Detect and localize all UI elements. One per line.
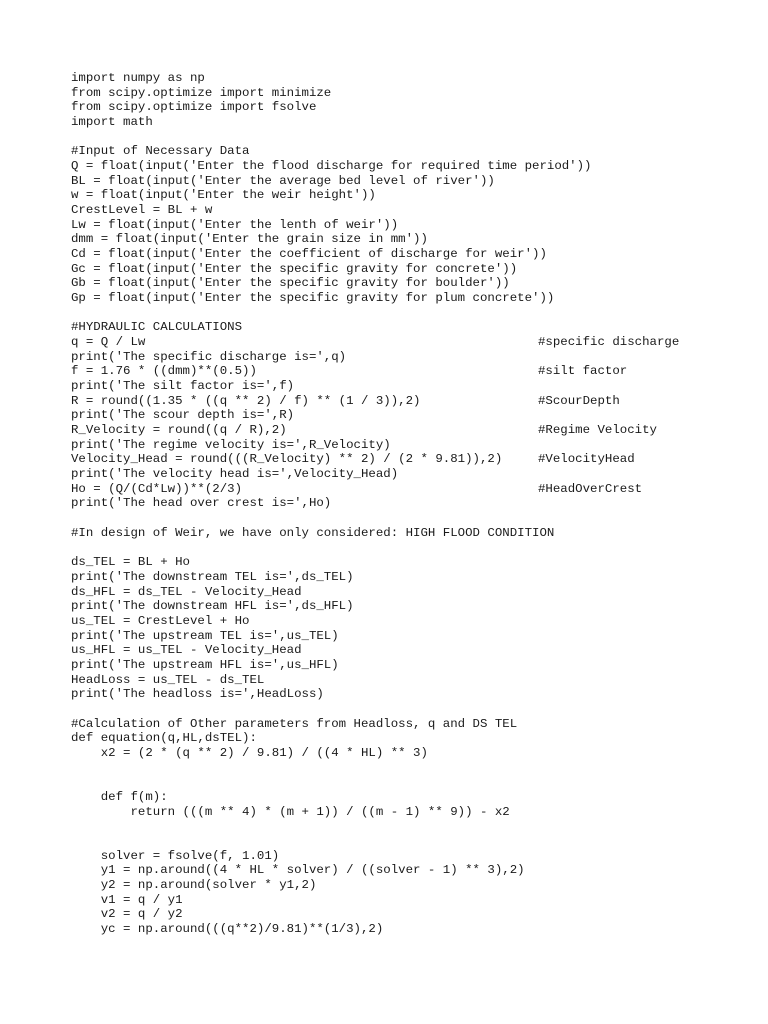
code-line <box>71 878 751 893</box>
code-line <box>71 159 751 174</box>
code-line <box>71 379 751 394</box>
code-line <box>71 629 751 644</box>
code-line <box>71 100 751 115</box>
code-line <box>71 570 751 585</box>
code-text: #HYDRAULIC CALCULATIONS <box>71 320 243 335</box>
code-text: print('The scour depth is=',R) <box>71 408 295 423</box>
code-text: import math <box>71 115 153 130</box>
code-text: BL = float(input('Enter the average bed level of river')) <box>71 173 495 188</box>
code-line <box>71 511 751 526</box>
code-line <box>71 71 751 86</box>
code-text: print('The headloss is=',HeadLoss) <box>71 687 324 702</box>
code-text: x2 = (2 * (q ** 2) / 9.81) / ((4 * HL) ** 3) <box>71 745 428 760</box>
code-line <box>71 482 751 497</box>
code-text: f = 1.76 * ((dmm)**(0.5)) <box>71 364 257 379</box>
code-text: ds_TEL = BL + Ho <box>71 555 190 570</box>
code-line <box>71 291 751 306</box>
code-line <box>71 130 751 145</box>
code-line <box>71 893 751 908</box>
code-text: print('The downstream HFL is=',ds_HFL) <box>71 599 354 614</box>
code-line <box>71 922 751 937</box>
code-line <box>71 320 751 335</box>
code-text: q = Q / Lw <box>71 335 146 350</box>
code-line <box>71 203 751 218</box>
code-comment: #silt factor <box>538 364 628 379</box>
code-line <box>71 262 751 277</box>
code-line <box>71 541 751 556</box>
code-line <box>71 276 751 291</box>
code-line <box>71 849 751 864</box>
code-line <box>71 247 751 262</box>
code-text: y2 = np.around(solver * y1,2) <box>71 877 317 892</box>
code-line <box>71 555 751 570</box>
code-text: Cd = float(input('Enter the coefficient of discharge for weir')) <box>71 247 547 262</box>
code-line <box>71 746 751 761</box>
code-line <box>71 335 751 350</box>
code-text: R_Velocity = round((q / R),2) <box>71 423 287 438</box>
code-text: print('The upstream TEL is=',us_TEL) <box>71 628 339 643</box>
code-text: w = float(input('Enter the weir height')) <box>71 188 376 203</box>
code-text: Gc = float(input('Enter the specific gravity for concrete')) <box>71 261 518 276</box>
code-text: Q = float(input('Enter the flood discharge for required time period')) <box>71 159 592 174</box>
code-line <box>71 394 751 409</box>
code-comment: #ScourDepth <box>538 393 620 408</box>
code-line <box>71 614 751 629</box>
code-line <box>71 643 751 658</box>
code-text: Gb = float(input('Enter the specific gravity for boulder')) <box>71 276 510 291</box>
code-line <box>71 408 751 423</box>
code-line <box>71 805 751 820</box>
code-text: print('The specific discharge is=',q) <box>71 349 347 364</box>
code-text: print('The upstream HFL is=',us_HFL) <box>71 657 339 672</box>
code-line <box>71 174 751 189</box>
code-line <box>71 702 751 717</box>
code-text: def equation(q,HL,dsTEL): <box>71 731 257 746</box>
code-text: return (((m ** 4) * (m + 1)) / ((m - 1) ** 9)) - x2 <box>71 804 510 819</box>
code-text: print('The head over crest is=',Ho) <box>71 496 332 511</box>
code-line <box>71 144 751 159</box>
code-line <box>71 658 751 673</box>
code-text: import numpy as np <box>71 71 205 85</box>
code-comment: #VelocityHead <box>538 452 635 467</box>
code-line <box>71 86 751 101</box>
code-text: yc = np.around(((q**2)/9.81)**(1/3),2) <box>71 921 384 936</box>
code-text: dmm = float(input('Enter the grain size in mm')) <box>71 232 428 247</box>
code-line <box>71 350 751 365</box>
code-line <box>71 775 751 790</box>
code-comment: #specific discharge <box>538 335 680 350</box>
code-text: R = round((1.35 * ((q ** 2) / f) ** (1 / 3)),2) <box>71 393 421 408</box>
code-line <box>71 232 751 247</box>
code-line <box>71 731 751 746</box>
code-line <box>71 526 751 541</box>
code-line <box>71 687 751 702</box>
code-text: HeadLoss = us_TEL - ds_TEL <box>71 672 265 687</box>
code-text: ds_HFL = ds_TEL - Velocity_Head <box>71 584 302 599</box>
code-text: print('The velocity head is=',Velocity_Head) <box>71 467 399 482</box>
code-line <box>71 819 751 834</box>
code-line <box>71 423 751 438</box>
code-comment: #HeadOverCrest <box>538 481 643 496</box>
code-text: CrestLevel = BL + w <box>71 203 213 218</box>
code-text: y1 = np.around((4 * HL * solver) / ((solver - 1) ** 3),2) <box>71 863 525 878</box>
code-line <box>71 218 751 233</box>
code-line <box>71 364 751 379</box>
code-line <box>71 496 751 511</box>
code-text: Gp = float(input('Enter the specific gravity for plum concrete')) <box>71 291 555 306</box>
code-block <box>71 71 751 937</box>
code-line <box>71 585 751 600</box>
code-line <box>71 907 751 922</box>
code-line <box>71 115 751 130</box>
code-line <box>71 761 751 776</box>
code-line <box>71 452 751 467</box>
code-comment: #Regime Velocity <box>538 423 657 438</box>
code-line <box>71 673 751 688</box>
code-text: def f(m): <box>71 789 168 804</box>
code-text: from scipy.optimize import fsolve <box>71 100 317 115</box>
code-line <box>71 717 751 732</box>
code-text: from scipy.optimize import minimize <box>71 85 332 100</box>
code-text: us_HFL = us_TEL - Velocity_Head <box>71 643 302 658</box>
code-line <box>71 438 751 453</box>
code-text: print('The regime velocity is=',R_Velocity) <box>71 437 391 452</box>
code-text: us_TEL = CrestLevel + Ho <box>71 613 250 628</box>
code-text: #In design of Weir, we have only considered: HIGH FLOOD CONDITION <box>71 525 555 540</box>
code-line <box>71 599 751 614</box>
code-line <box>71 306 751 321</box>
code-text: Lw = float(input('Enter the lenth of weir')) <box>71 217 399 232</box>
code-text: Velocity_Head = round(((R_Velocity) ** 2) / (2 * 9.81)),2) <box>71 452 503 467</box>
code-text: print('The downstream TEL is=',ds_TEL) <box>71 569 354 584</box>
code-line <box>71 790 751 805</box>
code-line <box>71 863 751 878</box>
code-text: #Calculation of Other parameters from Headloss, q and DS TEL <box>71 716 518 731</box>
code-text: v2 = q / y2 <box>71 907 183 922</box>
code-text: solver = fsolve(f, 1.01) <box>71 848 280 863</box>
code-text: Ho = (Q/(Cd*Lw))**(2/3) <box>71 481 243 496</box>
code-text: v1 = q / y1 <box>71 892 183 907</box>
code-line <box>71 188 751 203</box>
code-line <box>71 834 751 849</box>
code-line <box>71 467 751 482</box>
code-text: print('The silt factor is=',f) <box>71 379 295 394</box>
code-text: #Input of Necessary Data <box>71 144 250 159</box>
